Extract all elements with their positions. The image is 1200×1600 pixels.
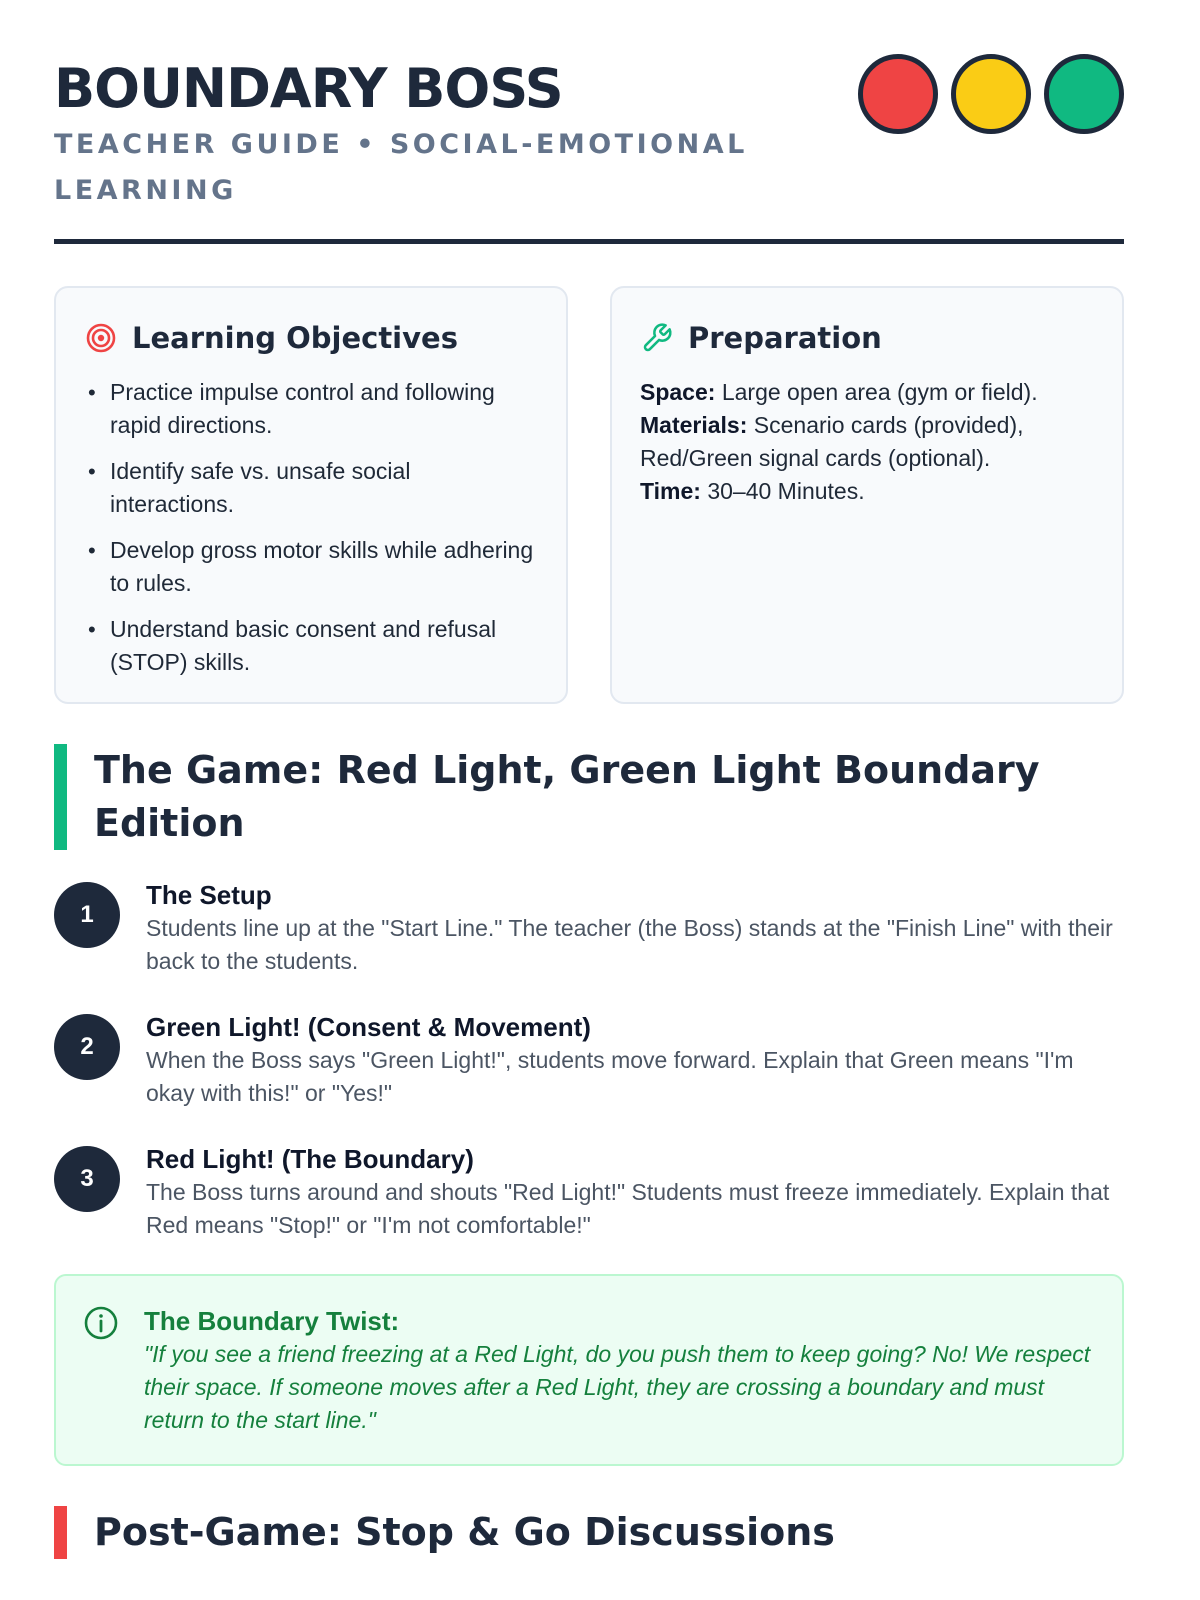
step-title: Red Light! (The Boundary) xyxy=(146,1144,474,1174)
info-cards xyxy=(54,286,1124,704)
preparation-details xyxy=(640,376,1094,508)
step-item xyxy=(54,878,1124,978)
prep-materials xyxy=(640,409,1094,475)
section-accent-bar xyxy=(54,1506,67,1559)
preparation-card-header xyxy=(640,318,1094,358)
boundary-twist-callout xyxy=(54,1274,1124,1466)
objectives-card-header xyxy=(84,318,538,358)
post-game-section-heading xyxy=(54,1506,1124,1559)
green-light-icon xyxy=(1044,54,1124,134)
step-title: The Setup xyxy=(146,880,272,910)
step-number-badge: 1 xyxy=(54,882,120,948)
objective-item: • Identify safe vs. unsafe social interactions. xyxy=(84,455,538,521)
game-steps xyxy=(54,878,1124,1242)
prep-space xyxy=(640,376,1094,409)
red-light-icon xyxy=(858,54,938,134)
page-title: BOUNDARY BOSS xyxy=(54,57,563,120)
objectives-card xyxy=(54,286,568,704)
step-text: Students line up at the "Start Line." The teacher (the Boss) stands at the "Finish Line" with their back to the students. xyxy=(146,915,1113,974)
callout-title: The Boundary Twist: xyxy=(144,1306,400,1336)
target-icon xyxy=(84,321,118,355)
section-accent-bar xyxy=(54,744,67,850)
objective-item: • Practice impulse control and following rapid directions. xyxy=(84,376,538,442)
step-number-badge: 2 xyxy=(54,1014,120,1080)
callout-text: "If you see a friend freezing at a Red Light, do you push them to keep going? No! We respect their space. If someone moves after a Red Light, they are crossing a boundary and must return to the start line." xyxy=(144,1341,1091,1433)
wrench-icon xyxy=(640,321,674,355)
step-item xyxy=(54,1142,1124,1242)
prep-time-label: Time: xyxy=(640,478,701,504)
objective-item: • Understand basic consent and refusal (STOP) skills. xyxy=(84,613,538,679)
step-number-badge: 3 xyxy=(54,1146,120,1212)
prep-materials-label: Materials: xyxy=(640,412,748,438)
step-item xyxy=(54,1010,1124,1110)
prep-materials-value: Scenario cards (provided), Red/Green signal cards (optional). xyxy=(640,412,1024,471)
callout-body xyxy=(144,1304,1092,1438)
traffic-lights xyxy=(858,54,1124,134)
step-text: When the Boss says "Green Light!", students move forward. Explain that Green means "I'm okay with this!" or "Yes!" xyxy=(146,1047,1074,1106)
step-body xyxy=(146,878,1124,978)
objectives-title: Learning Objectives xyxy=(132,321,458,355)
game-title: The Game: Red Light, Green Light Boundary Edition xyxy=(94,748,1040,845)
prep-time xyxy=(640,475,1094,508)
objective-item: • Develop gross motor skills while adhering to rules. xyxy=(84,534,538,600)
prep-space-value: Large open area (gym or field). xyxy=(715,379,1038,405)
step-title: Green Light! (Consent & Movement) xyxy=(146,1012,591,1042)
preparation-title: Preparation xyxy=(688,321,882,355)
page-subtitle: TEACHER GUIDE • SOCIAL-EMOTIONAL LEARNING xyxy=(54,129,748,206)
step-body xyxy=(146,1010,1124,1110)
prep-time-value: 30–40 Minutes. xyxy=(700,478,865,504)
yellow-light-icon xyxy=(951,54,1031,134)
step-body xyxy=(146,1142,1124,1242)
preparation-card xyxy=(610,286,1124,704)
step-text: The Boss turns around and shouts "Red Light!" Students must freeze immediately. Explain that Red means "Stop!" or "I'm not comfortable!" xyxy=(146,1179,1110,1238)
post-game-title: Post-Game: Stop & Go Discussions xyxy=(94,1510,835,1554)
objectives-list xyxy=(84,376,538,679)
game-section-heading xyxy=(54,744,1124,850)
page-header xyxy=(54,0,1124,244)
prep-space-label: Space: xyxy=(640,379,716,405)
info-icon xyxy=(84,1306,118,1340)
